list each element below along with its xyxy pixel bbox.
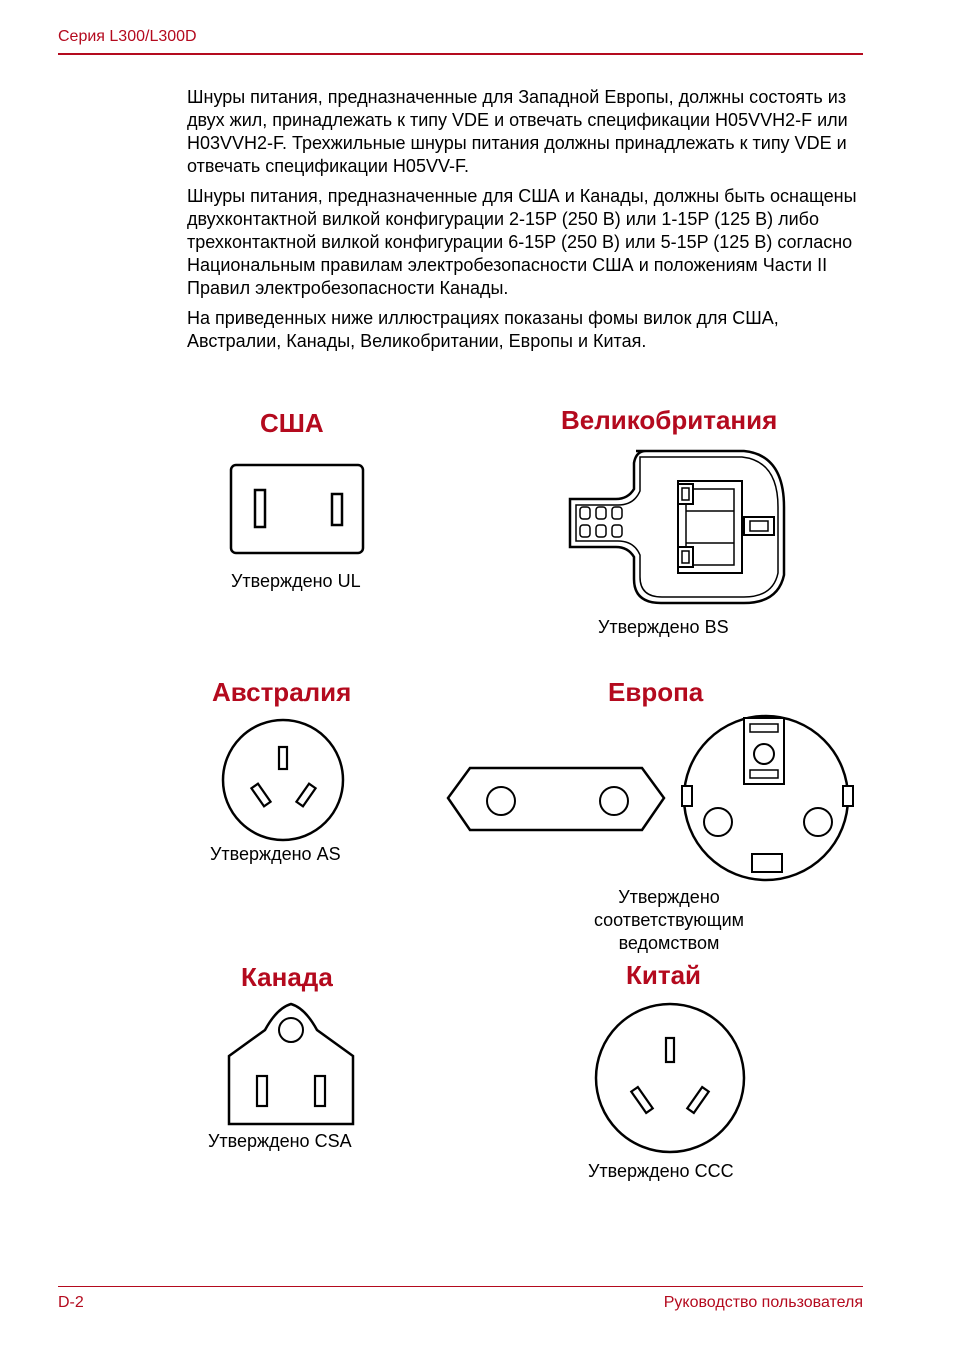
europe-two-pin-plug-icon — [446, 710, 666, 836]
usa-caption: Утверждено UL — [231, 571, 361, 591]
header-title: Серия L300/L300D — [58, 28, 197, 45]
china-caption: Утверждено CCC — [588, 1161, 734, 1181]
australia-title: Австралия — [212, 677, 352, 707]
body-text — [187, 86, 877, 360]
australia-plug-icon — [220, 717, 346, 843]
paragraph-usa-canada: Шнуры питания, предназначенные для США и Канады, должны быть оснащены двухконтактной вилкой конфигурации 2-15P (250 В) или 1-15P (125 В) либо трехконтактной вилкой конфигурации 6-15P (250 В) или 5-15P (125 В) согласно Национальным правилам электробезопасности США и положениям Части II Правил электробезопасности Канады. — [187, 186, 857, 298]
europe-title: Европа — [608, 677, 704, 707]
china-plug-icon — [592, 1000, 748, 1156]
paragraph-illustrations: На приведенных ниже иллюстрациях показаны фомы вилок для США, Австралии, Канады, Великобритании, Европы и Китая. — [187, 308, 779, 351]
europe-schuko-plug-icon — [678, 710, 858, 882]
footer-page-number: D-2 — [58, 1294, 84, 1311]
china-title: Китай — [626, 960, 702, 990]
uk-plug-icon — [566, 447, 788, 607]
paragraph-western-europe: Шнуры питания, предназначенные для Западной Европы, должны состоять из двух жил, принадлежать к типу VDE и отвечать спецификации H05VVH2-F или H03VVH2-F. Трехжильные шнуры питания должны принадлежать к типу VDE и отвечать спецификации H05VV-F. — [187, 87, 848, 176]
usa-title: США — [260, 408, 324, 438]
footer-manual-title: Руководство пользователя — [663, 1294, 863, 1311]
header-rule — [58, 53, 863, 55]
europe-caption: Утверждено соответствующим ведомством — [593, 887, 745, 953]
canada-caption: Утверждено CSA — [208, 1131, 352, 1151]
usa-plug-icon — [229, 463, 365, 555]
footer-rule — [58, 1286, 863, 1287]
australia-caption: Утверждено AS — [210, 844, 341, 864]
canada-title: Канада — [241, 962, 333, 992]
uk-title: Великобритания — [561, 405, 778, 435]
uk-caption: Утверждено BS — [598, 617, 729, 637]
canada-plug-icon — [225, 1000, 357, 1128]
